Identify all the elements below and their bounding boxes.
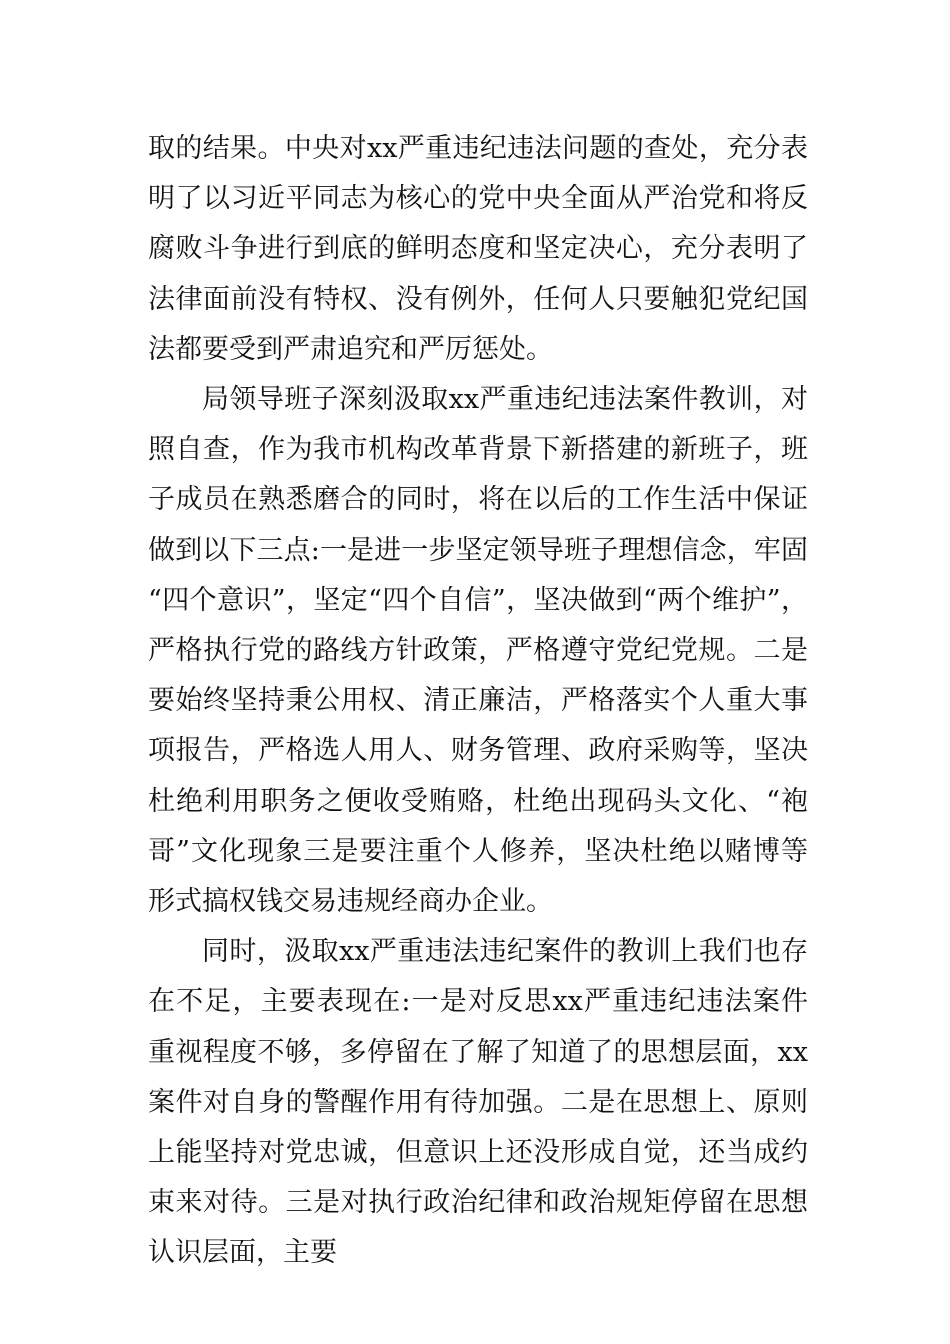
paragraph-3: 同时，汲取xx严重违法违纪案件的教训上我们也存在不足，主要表现在:一是对反思xx严重违纪违法案件重视程度不够，多停留在了解了知道了的思想层面，xx案件对自身的警醒作用有待加强。二是在思想上、原则上能坚持对党忠诚，但意识上还没形成自觉，还当成约束来对待。三是对执行政治纪律和政治规矩停留在思想认识层面，主要 [148,936,808,1269]
document-body [148,124,808,1279]
paragraph-1: 取的结果。中央对xx严重违纪违法问题的查处，充分表明了以习近平同志为核心的党中央全面从严治党和将反腐败斗争进行到底的鲜明态度和坚定决心，充分表明了法律面前没有特权、没有例外，任何人只要触犯党纪国法都要受到严肃追究和严厉惩处。 [148,133,808,365]
paragraph-2: 局领导班子深刻汲取xx严重违纪违法案件教训，对照自查，作为我市机构改革背景下新搭建的新班子，班子成员在熟悉磨合的同时，将在以后的工作生活中保证做到以下三点:一是进一步坚定领导班子理想信念，牢固“四个意识”，坚定“四个自信”，坚决做到“两个维护”，严格执行党的路线方针政策，严格遵守党纪党规。二是要始终坚持秉公用权、清正廉洁，严格落实个人重大事项报告，严格选人用人、财务管理、政府采购等，坚决杜绝利用职务之便收受贿赂，杜绝出现码头文化、“袍哥”文化现象三是要注重个人修养，坚决杜绝以赌博等形式搞权钱交易违规经商办企业。 [148,384,808,918]
